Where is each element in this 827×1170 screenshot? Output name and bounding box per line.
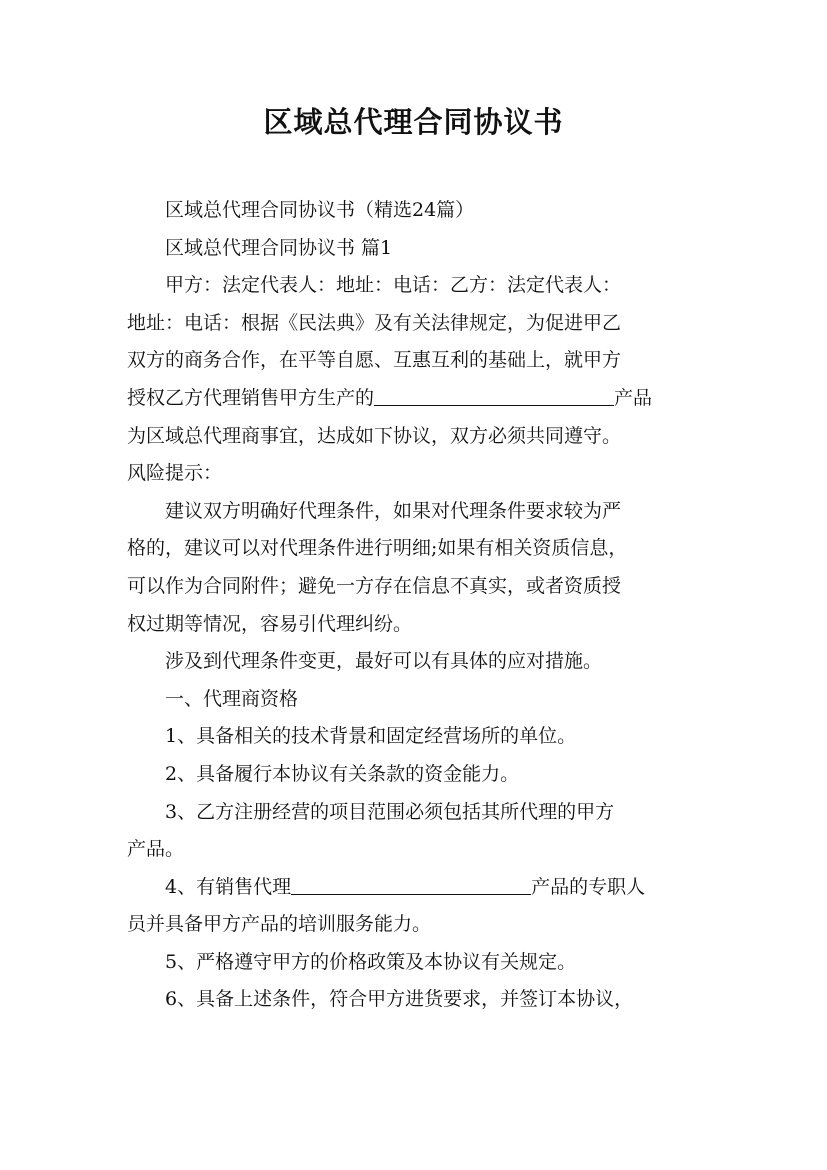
product-blank-line xyxy=(374,386,614,406)
intro-text: 授权乙方代理销售甲方生产的 xyxy=(127,386,375,409)
risk-line: 可以作为合同附件；避免一方存在信息不真实，或者资质授 xyxy=(127,574,622,597)
clause-item-3 xyxy=(127,794,717,869)
sales-product-blank-line xyxy=(291,875,531,895)
risk-line: 建议双方明确好代理条件，如果对代理条件要求较为严 xyxy=(165,499,622,522)
risk-line: 格的，建议可以对代理条件进行明细;如果有相关资质信息， xyxy=(127,537,628,560)
clause-item: 2、具备履行本协议有关条款的资金能力。 xyxy=(165,762,520,785)
intro-paragraph xyxy=(127,267,717,493)
risk-label: 风险提示： xyxy=(127,462,223,485)
clause-item-4 xyxy=(127,869,717,944)
intro-line: 甲方：法定代表人：地址：电话：乙方：法定代表人： xyxy=(165,274,622,297)
clause-text: 产品的专职人 xyxy=(531,875,646,898)
section-heading: 区域总代理合同协议书 篇1 xyxy=(165,236,393,259)
clause-heading: 一、代理商资格 xyxy=(165,687,299,710)
clause-text: 4、有销售代理 xyxy=(165,875,292,898)
risk-line: 权过期等情况，容易引代理纠纷。 xyxy=(127,612,413,635)
intro-line: 双方的商务合作，在平等自愿、互惠互利的基础上，就甲方 xyxy=(127,349,622,372)
document-title: 区域总代理合同协议书 xyxy=(263,105,564,139)
intro-line: 为区域总代理商事宜，达成如下协议，双方必须共同遵守。 xyxy=(127,424,622,447)
intro-line-with-blank xyxy=(127,380,717,418)
risk-note-paragraph xyxy=(127,493,717,643)
change-note: 涉及到代理条件变更，最好可以有具体的应对措施。 xyxy=(165,650,603,673)
clause-line: 产品。 xyxy=(127,838,185,861)
subtitle: 区域总代理合同协议书（精选24篇） xyxy=(165,199,475,221)
intro-text: 产品 xyxy=(614,386,653,409)
clause-item: 1、具备相关的技术背景和固定经营场所的单位。 xyxy=(165,725,577,748)
document-body xyxy=(127,192,717,1019)
clause-line: 3、乙方注册经营的项目范围必须包括其所代理的甲方 xyxy=(165,800,615,823)
clause-line-with-blank xyxy=(127,869,717,907)
clause-item: 6、具备上述条件，符合甲方进货要求，并签订本协议， xyxy=(165,988,634,1011)
clause-item: 5、严格遵守甲方的价格政策及本协议有关规定。 xyxy=(165,950,577,973)
intro-line: 地址：电话：根据《民法典》及有关法律规定，为促进甲乙 xyxy=(127,311,622,334)
clause-line: 员并具备甲方产品的培训服务能力。 xyxy=(127,913,432,936)
